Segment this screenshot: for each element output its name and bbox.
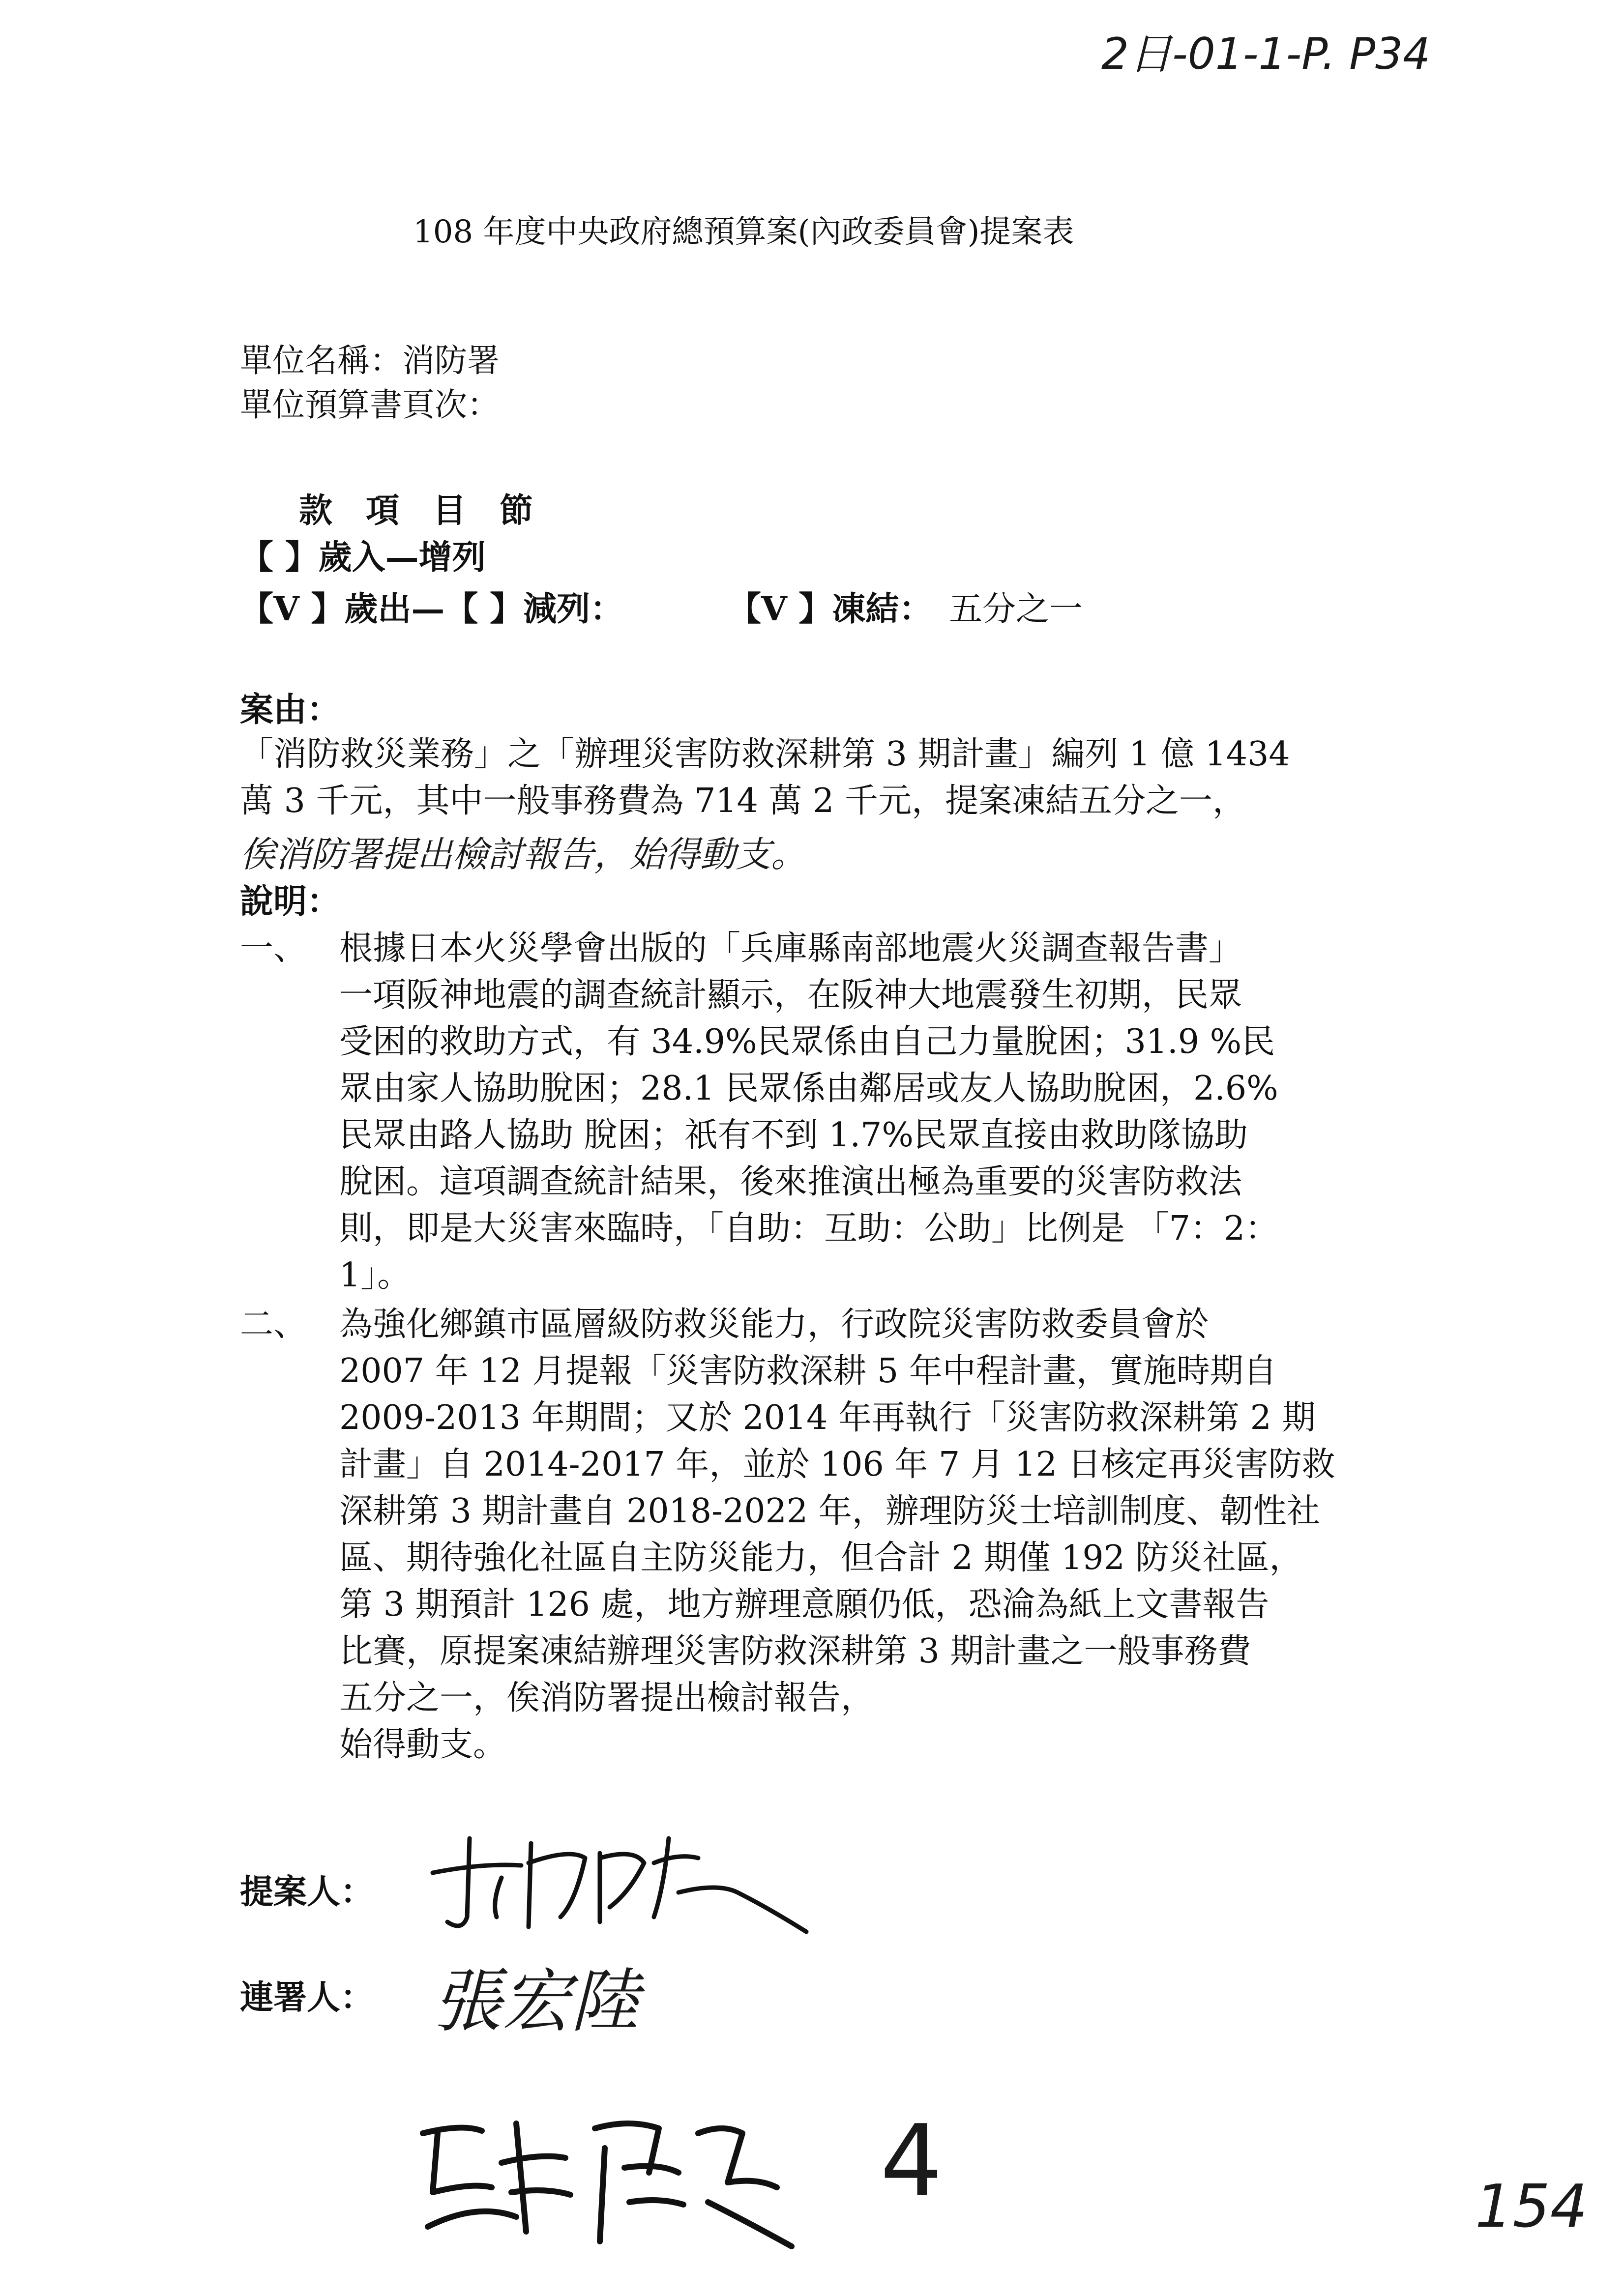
item-1-line: 脫困。這項調查統計結果，後來推演出極為重要的災害防救法: [339, 1163, 1242, 1201]
item-2-line: 深耕第 3 期計畫自 2018-2022 年，辦理防災士培訓制度、韌性社: [339, 1492, 1320, 1531]
item-1-line: 眾由家人協助脫困；28.1 民眾係由鄰居或友人協助脫困，2.6%: [339, 1069, 1278, 1108]
expenditure-check: 【V 】歲出—【 】減列：: [240, 589, 624, 629]
item-2-line: 比賽，原提案凍結辦理災害防救深耕第 3 期計畫之一般事務費: [339, 1632, 1251, 1671]
unit-budget-page: 單位預算書頁次：: [240, 386, 500, 424]
unit-name: 單位名稱：消防署: [240, 342, 500, 379]
case-line-2: 萬 3 千元，其中一般事務費為 714 萬 2 千元，提案凍結五分之一，: [240, 782, 1246, 820]
item-2-line: 五分之一，俟消防署提出檢討報告，: [339, 1679, 875, 1717]
cosigner-name: 張宏陸: [433, 1962, 640, 2042]
item-2-line: 第 3 期預計 126 處，地方辦理意願仍低，恐淪為紙上文書報告: [339, 1585, 1270, 1624]
item-1-line: 一項阪神地震的調查統計顯示，在阪神大地震發生初期，民眾: [339, 976, 1242, 1015]
item-2-line: 2009-2013 年期間；又於 2014 年再執行「災害防救深耕第 2 期: [339, 1398, 1316, 1437]
item-2-line: 區、期待強化社區自主防災能力，但合計 2 期僅 192 防災社區，: [339, 1539, 1303, 1577]
item-1-line: 根據日本火災學會出版的「兵庫縣南部地震火災調查報告書」: [339, 929, 1242, 968]
page-mark: 4: [880, 2104, 943, 2218]
freeze-amount: 五分之一: [949, 590, 1083, 629]
item-1-line: 受困的救助方式，有 34.9%民眾係由自己力量脫困；31.9 %民: [339, 1022, 1275, 1061]
item-1-line: 則，即是大災害來臨時，「自助：互助：公助」比例是 「7：2：: [339, 1209, 1279, 1248]
freeze-check: 【V 】凍結：: [728, 589, 933, 629]
item-1-line: 民眾由路人協助 脫困；祇有不到 1.7%民眾直接由救助隊協助: [339, 1116, 1248, 1155]
proposer-label: 提案人：: [240, 1872, 374, 1912]
item-2-line: 計畫」自 2014-2017 年，並於 106 年 7 月 12 日核定再災害防救: [339, 1445, 1335, 1484]
case-line-3-handwritten: 俟消防署提出檢討報告，始得動支。: [240, 834, 807, 875]
cosigner-signature: [403, 2104, 806, 2251]
proposer-signature: [423, 1819, 816, 1937]
item-1-line: 1」。: [339, 1256, 411, 1295]
item-2-line: 始得動支。: [339, 1725, 507, 1764]
item-1-number: 一、: [240, 929, 307, 968]
explain-label: 說明：: [240, 882, 341, 921]
item-2-number: 二、: [240, 1305, 307, 1344]
case-label: 案由：: [240, 690, 341, 729]
category-header: 款 項 目 節: [299, 491, 533, 530]
cosigner-label: 連署人：: [240, 1978, 374, 2017]
revenue-line: 【 】歲入—增列: [240, 538, 486, 577]
document-title: 108 年度中央政府總預算案(內政委員會)提案表: [413, 214, 1074, 250]
corner-number: 154: [1475, 2173, 1588, 2241]
case-line-1: 「消防救災業務」之「辦理災害防救深耕第 3 期計畫」編列 1 億 1434: [240, 735, 1290, 774]
page-stamp: 2日-01-1-P. P34: [1101, 29, 1431, 79]
item-2-line: 2007 年 12 月提報「災害防救深耕 5 年中程計畫，實施時期自: [339, 1352, 1277, 1391]
item-2-line: 為強化鄉鎮市區層級防救災能力，行政院災害防救委員會於: [339, 1305, 1209, 1344]
